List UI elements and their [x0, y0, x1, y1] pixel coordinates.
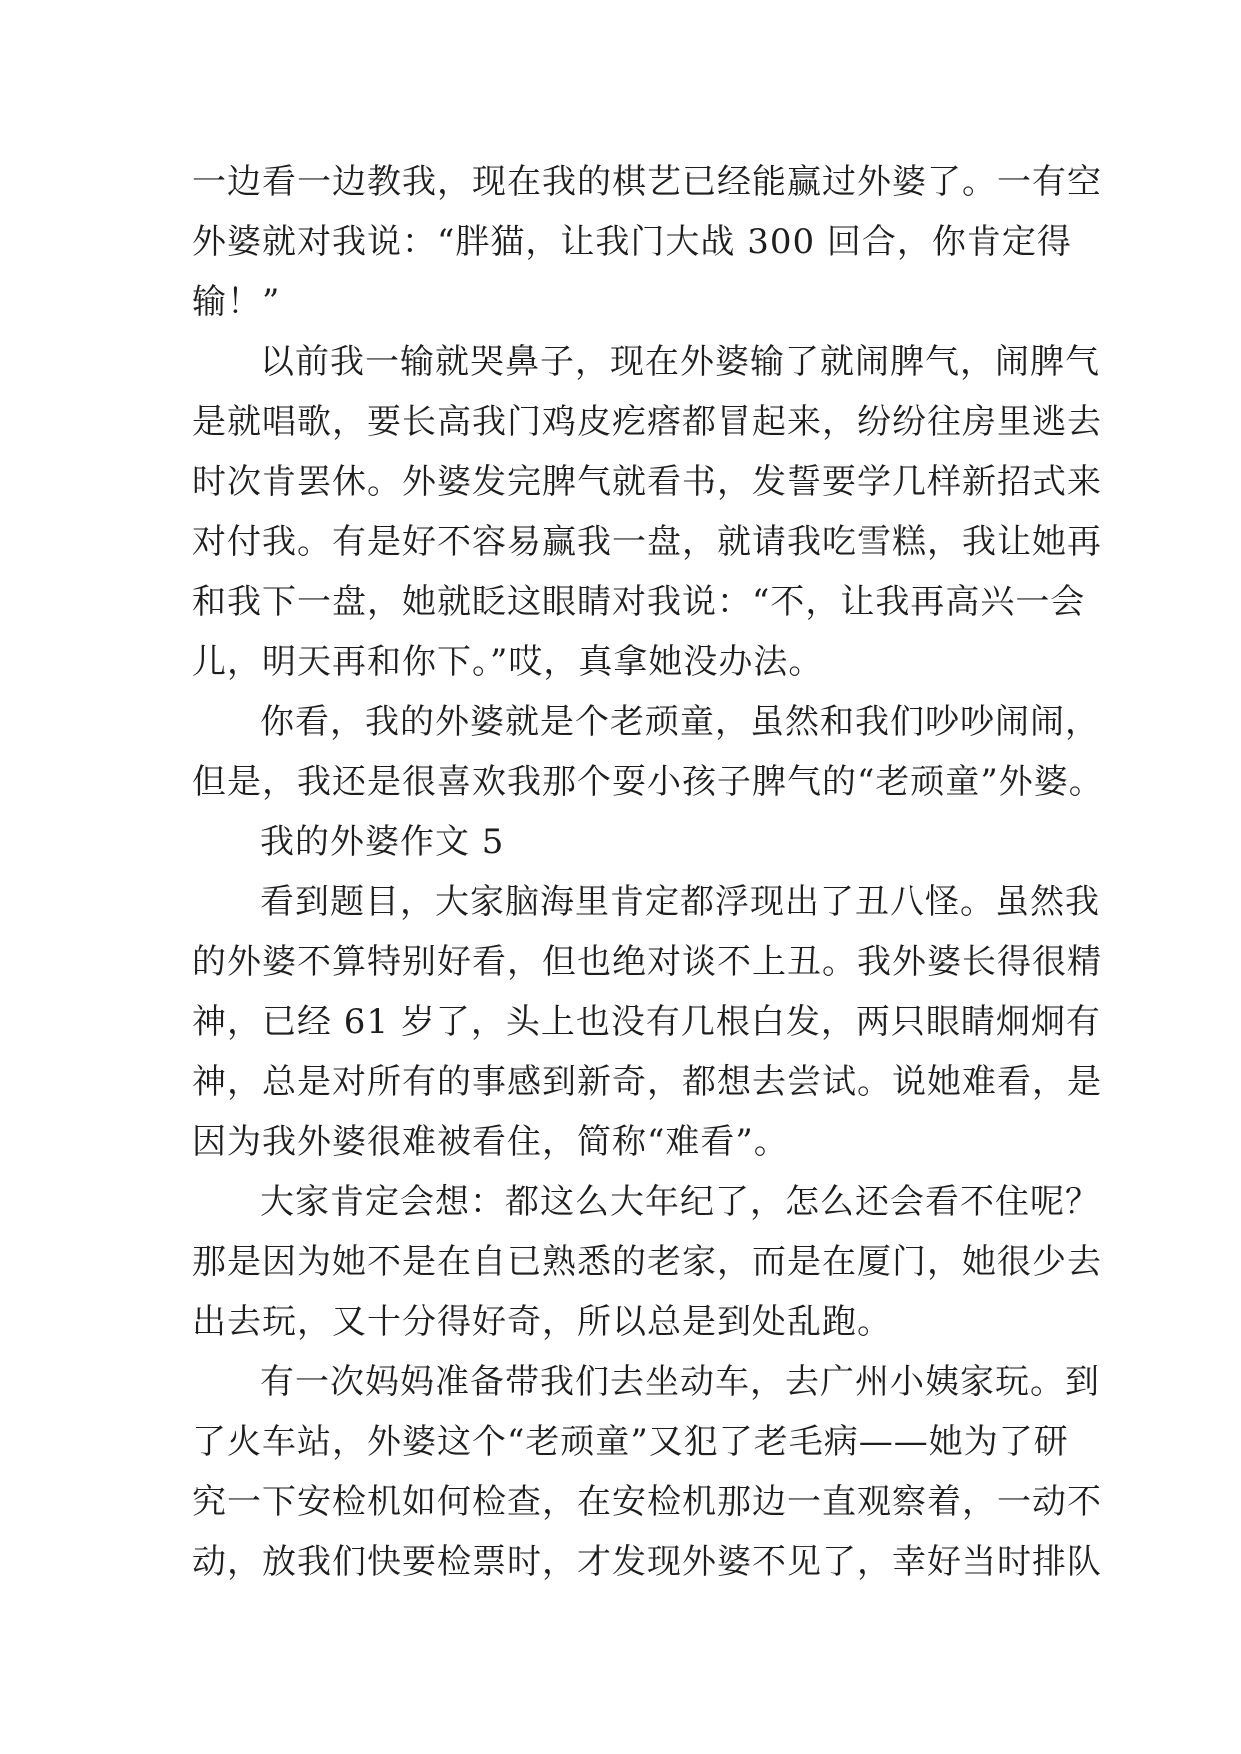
- text-line: 和我下一盘，她就眨这眼睛对我说：“不，让我再高兴一会: [192, 582, 1086, 622]
- text-line: 我的外婆作文 5: [260, 822, 505, 862]
- text-line: 对付我。有是好不容易赢我一盘，就请我吃雪糕，我让她再: [192, 522, 1102, 562]
- text-line: 的外婆不算特别好看，但也绝对谈不上丑。我外婆长得很精: [192, 942, 1102, 982]
- text-line: 出去玩，又十分得好奇，所以总是到处乱跑。: [192, 1302, 892, 1342]
- text-line: 时次肯罢休。外婆发完脾气就看书，发誓要学几样新招式来: [192, 462, 1102, 502]
- text-line: 神，已经 61 岁了，头上也没有几根白发，两只眼睛炯炯有: [192, 1002, 1101, 1042]
- text-line: 了火车站，外婆这个“老顽童”又犯了老毛病——她为了研: [192, 1422, 1069, 1462]
- text-line: 输！”: [192, 282, 281, 322]
- text-line: 有一次妈妈准备带我们去坐动车，去广州小姨家玩。到: [260, 1362, 1100, 1402]
- text-line: 但是，我还是很喜欢我那个耍小孩子脾气的“老顽童”外婆。: [192, 762, 1104, 802]
- text-line: 看到题目，大家脑海里肯定都浮现出了丑八怪。虽然我: [260, 882, 1100, 922]
- body-text: [192, 152, 1104, 1592]
- text-line: 儿，明天再和你下。”哎，真拿她没办法。: [192, 642, 824, 682]
- text-line: 神，总是对所有的事感到新奇，都想去尝试。说她难看，是: [192, 1062, 1102, 1102]
- text-line: 大家肯定会想：都这么大年纪了，怎么还会看不住呢？: [260, 1182, 1100, 1222]
- text-line: 因为我外婆很难被看住，简称“难看”。: [192, 1122, 789, 1162]
- text-line: 外婆就对我说：“胖猫，让我门大战 300 回合，你肯定得: [192, 222, 1072, 262]
- text-line: 动，放我们快要检票时，才发现外婆不见了，幸好当时排队: [192, 1542, 1102, 1582]
- text-line: 以前我一输就哭鼻子，现在外婆输了就闹脾气，闹脾气: [260, 342, 1100, 382]
- text-line: 那是因为她不是在自已熟悉的老家，而是在厦门，她很少去: [192, 1242, 1102, 1282]
- text-line: 你看，我的外婆就是个老顽童，虽然和我们吵吵闹闹，: [260, 702, 1100, 742]
- text-line: 一边看一边教我，现在我的棋艺已经能赢过外婆了。一有空: [192, 162, 1102, 202]
- text-line: 是就唱歌，要长高我门鸡皮疙瘩都冒起来，纷纷往房里逃去: [192, 402, 1102, 442]
- text-line: 究一下安检机如何检查，在安检机那边一直观察着，一动不: [192, 1482, 1102, 1522]
